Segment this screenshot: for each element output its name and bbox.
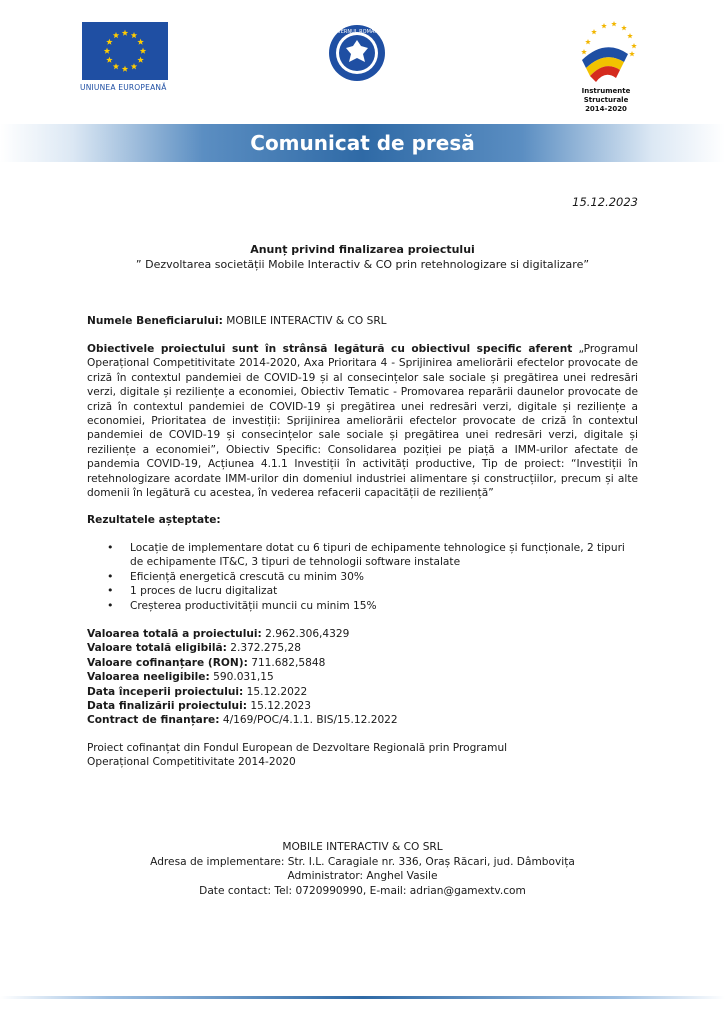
value-amount: 590.031,15 — [213, 671, 274, 684]
announcement-title: Anunț privind finalizarea proiectului — [250, 243, 475, 256]
value-label: Valoare totală eligibilă: — [87, 642, 227, 655]
value-row — [87, 685, 638, 699]
eu-star-icon — [122, 66, 128, 72]
results-list — [87, 541, 638, 613]
value-label: Data începerii proiectului: — [87, 685, 244, 698]
value-label: Valoare cofinanțare (RON): — [87, 656, 248, 669]
value-row — [87, 641, 638, 655]
footer-address: Adresa de implementare: Str. I.L. Caragiale nr. 336, Oraș Răcari, jud. Dâmbovița — [150, 855, 575, 868]
eu-star-icon — [113, 32, 119, 38]
result-item: • Locație de implementare dotat cu 6 tipuri de echipamente tehnologice și funcționale, 2 tipuri de echipamente IT&C, 3 tipuri de tehnologii software instalate — [130, 541, 638, 570]
footer-company: MOBILE INTERACTIV & CO SRL — [282, 841, 443, 853]
value-label: Valoarea totală a proiectului: — [87, 628, 262, 640]
beneficiary-value: MOBILE INTERACTIV & CO SRL — [226, 315, 387, 327]
is-caption-line2: 2014-2020 — [585, 105, 627, 113]
objectives-text: „Programul Operațional Competitivitate 2014-2020, Axa Prioritara 4 - Sprijinirea ameliorării efectelor provocate de criză în contextul pandemiei de COVID-19 și al consecințelor sale sociale și pregătirea unei redresări verzi, digitale și reziliențe a economiei, Obiectiv Tematic - Promovarea reparării daunelor provocate de criză în contextul pandemiei de COVID-19 și pregătirea unei redresări verzi, digitale și reziliențe a economiei, Prioritatea de investiții: Sprijinirea ameliorării efectelor provocate de criză în contextul pandemiei de COVID-19 și consecințelor sale sociale și pregătirea unei redresări verzi, digitale și reziliențe a economiei”, Obiectiv Specific: Consolidarea poziției pe piață a IMM-urilor afectate de pandemia COVID-19, Acțiunea 4.1.1 Investiții în activități productive, Tip de proiect: “Investiții în retehnologizare acordate IMM-urilor din domeniul industriei alimentare și construcțiilor, precum și alte domenii în legătură cu acestea, în vederea refacerii capacității de reziliență” — [87, 343, 639, 500]
value-amount: 2.962.306,4329 — [265, 628, 350, 640]
results-label-text: Rezultatele așteptate: — [87, 514, 221, 526]
is-caption-line1: Instrumente Structurale — [581, 87, 631, 104]
cofinance-line1: Proiect cofinanțat din Fondul European de Dezvoltare Regională prin Programul — [87, 742, 508, 754]
eu-star-icon — [137, 39, 143, 45]
value-label: Valoarea neeligibile: — [87, 671, 210, 684]
instrumente-structurale-caption — [560, 87, 652, 114]
is-star-icon — [631, 43, 637, 48]
project-title: ” Dezvoltarea societății Mobile Interactiv & CO prin retehnologizare si digitalizare” — [135, 258, 590, 271]
eu-star-icon — [106, 57, 112, 63]
is-star-icon — [601, 23, 607, 28]
is-star-icon — [627, 33, 633, 38]
footer-admin: Administrator: Anghel Vasile — [287, 870, 438, 883]
press-release-date: 15.12.2023 — [572, 195, 638, 209]
value-amount: 711.682,5848 — [251, 656, 326, 669]
value-row — [87, 656, 638, 670]
eu-star-icon — [113, 63, 119, 69]
is-star-icon — [621, 25, 627, 30]
value-label: Contract de finanțare: — [87, 714, 220, 727]
value-row — [87, 699, 638, 713]
is-star-icon — [629, 51, 635, 56]
eu-flag-logo — [82, 22, 168, 80]
eu-stars-icon — [82, 22, 168, 80]
gov-seal-text: GUVERNUL ROMÂNIEI — [329, 29, 385, 35]
eu-caption: UNIUNEA EUROPEANĂ — [80, 83, 167, 92]
value-row — [87, 670, 638, 684]
eu-star-icon — [137, 57, 143, 63]
footer-contact: Date contact: Tel: 0720990990, E-mail: adrian@gamextv.com — [199, 884, 526, 897]
objectives-label: Obiectivele proiectului sunt în strânsă legătură cu obiectivul specific aferent — [87, 343, 573, 355]
result-item: • Eficiență energetică crescută cu minim 30% — [130, 570, 638, 584]
beneficiary-line — [87, 314, 638, 328]
government-seal-logo — [328, 24, 386, 82]
value-label: Data finalizării proiectului: — [87, 700, 247, 713]
value-amount: 2.372.275,28 — [230, 642, 301, 655]
cofinance-note — [87, 741, 638, 770]
result-item: • Creșterea productivității muncii cu minim 15% — [130, 599, 638, 613]
objectives-paragraph — [87, 342, 638, 500]
value-amount: 15.12.2023 — [250, 700, 311, 713]
eu-star-icon — [122, 30, 128, 36]
instrumente-structurale-logo — [570, 20, 640, 84]
value-row — [87, 713, 638, 727]
is-star-icon — [591, 29, 597, 34]
is-star-icon — [585, 39, 591, 44]
beneficiary-label: Numele Beneficiarului: — [87, 315, 223, 327]
is-star-icon — [611, 21, 617, 26]
value-amount: 4/169/POC/4.1.1. BIS/15.12.2022 — [222, 714, 398, 727]
result-item: • 1 proces de lucru digitalizat — [130, 584, 638, 598]
contact-footer — [0, 840, 725, 898]
eu-star-icon — [106, 39, 112, 45]
eu-star-icon — [104, 48, 110, 54]
eu-star-icon — [140, 48, 146, 54]
cofinance-line2: Operațional Competitivitate 2014-2020 — [87, 756, 296, 769]
banner-title: Comunicat de presă — [250, 131, 475, 155]
value-row — [87, 627, 638, 641]
results-label — [87, 513, 638, 527]
bottom-divider — [0, 996, 725, 999]
eu-star-icon — [131, 32, 137, 38]
value-amount: 15.12.2022 — [246, 685, 308, 698]
is-star-icon — [581, 49, 587, 54]
eu-star-icon — [131, 63, 137, 69]
financial-values — [87, 627, 638, 728]
